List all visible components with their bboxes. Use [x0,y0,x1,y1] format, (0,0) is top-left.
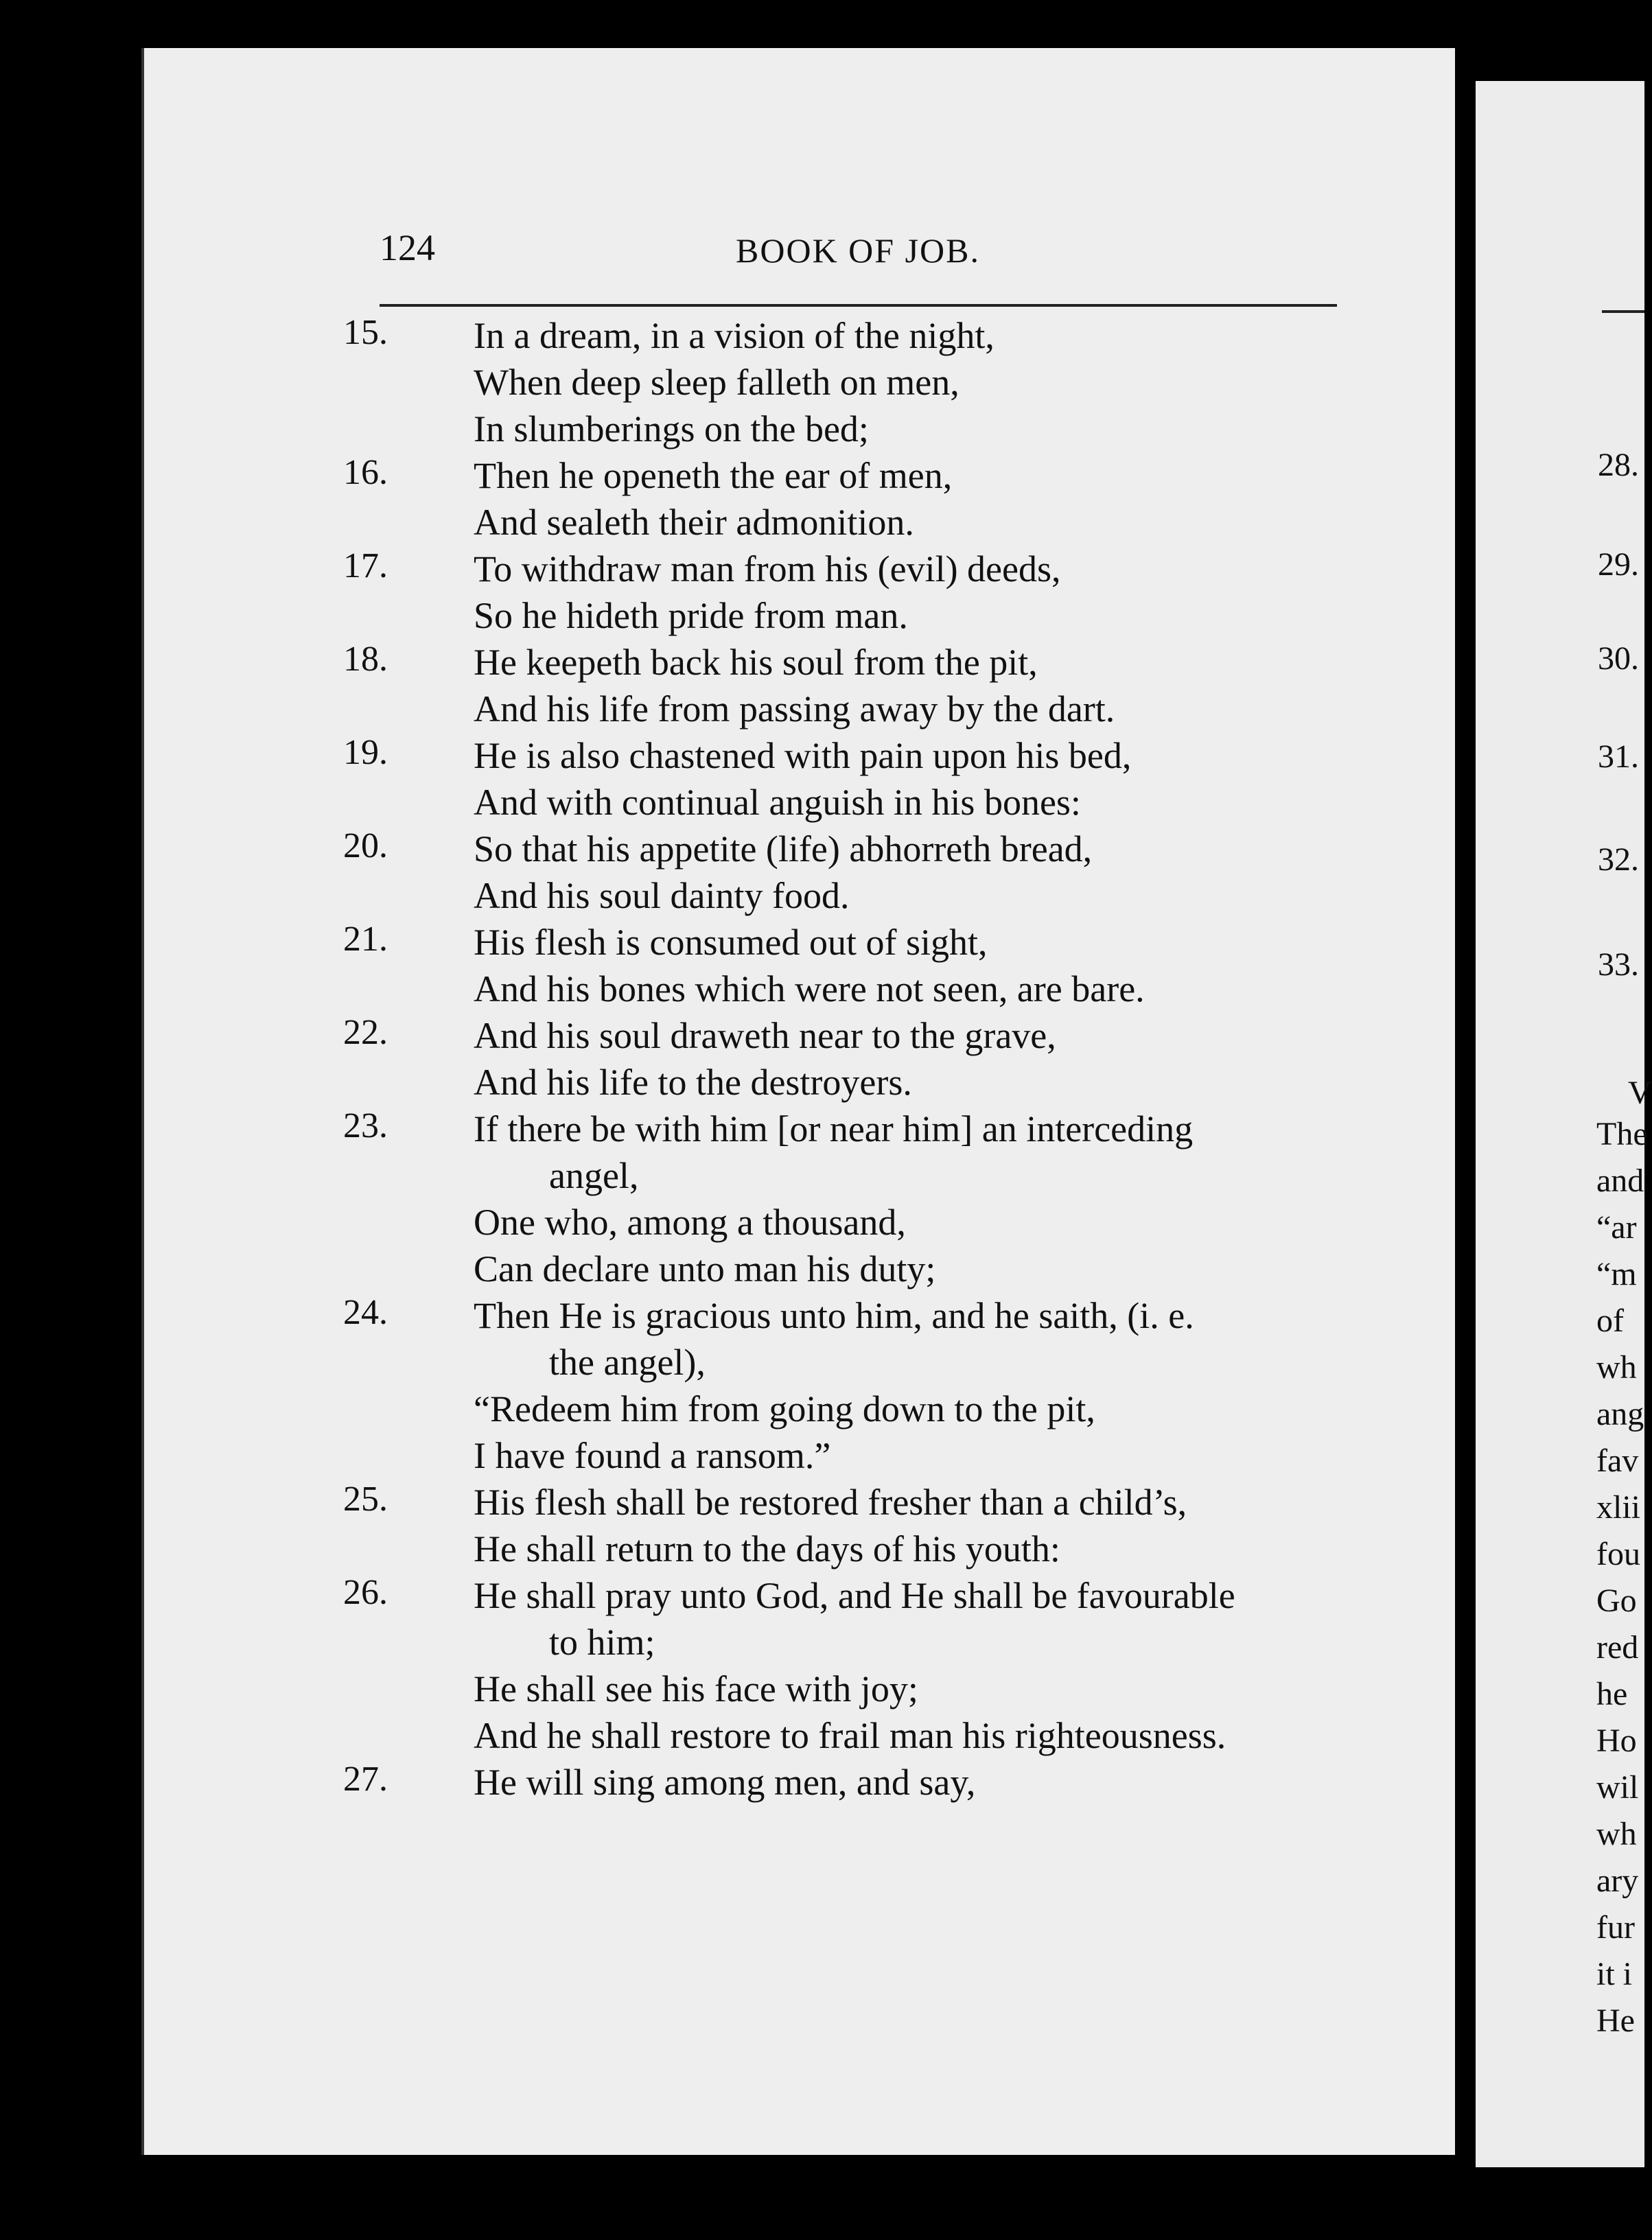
facing-text-fragment: fou [1596,1536,1640,1572]
verse-line: To withdraw man from his (evil) deeds, [474,548,1061,590]
verse [343,1106,1345,1292]
facing-text-fragment: it i [1596,1956,1633,1992]
verse-number: 25. [343,1480,388,1519]
verse-line: the angel), [549,1342,706,1383]
verse [343,639,1345,732]
verse-line: His flesh shall be restored fresher than a child’s, [474,1482,1187,1523]
verse-number: 22. [343,1013,388,1052]
facing-text-fragment: Ho [1596,1723,1637,1759]
verse-line: Then He is gracious unto him, and he saith, (i. e. [474,1295,1194,1336]
facing-text-fragment: ary [1596,1863,1639,1899]
verse-line: When deep sleep falleth on men, [474,362,959,403]
verse [343,452,1345,546]
facing-text-fragment: V [1628,1075,1652,1111]
facing-text-fragment: fur [1596,1909,1635,1946]
verse-line: His flesh is consumed out of sight, [474,922,988,963]
facing-text-fragment: ang [1596,1396,1644,1432]
verse-list [343,312,1345,1806]
facing-verse-number: 29. [1598,546,1639,583]
verse-number: 23. [343,1106,388,1145]
facing-text-fragment: He [1596,2003,1635,2039]
verse [343,826,1345,919]
facing-verse-number: 30. [1598,640,1639,677]
verse-line: And his soul dainty food. [474,875,850,916]
verse [343,919,1345,1012]
verse-line: And his soul draweth near to the grave, [474,1015,1056,1056]
facing-text-fragment: fav [1596,1443,1639,1479]
facing-text-fragment: wh [1596,1816,1637,1852]
verse-line: He is also chastened with pain upon his bed, [474,735,1132,776]
verse-line: And his life to the destroyers. [474,1062,912,1103]
running-title: BOOK OF JOB. [736,231,981,270]
verse-line: So he hideth pride from man. [474,595,908,636]
facing-verse-number: 32. [1598,841,1639,878]
facing-text-fragment: of [1596,1303,1624,1339]
verse [343,1479,1345,1572]
verse-line: He shall pray unto God, and He shall be favourable [474,1575,1235,1616]
verse-number: 18. [343,640,388,679]
verse-line: If there be with him [or near him] an interceding [474,1108,1194,1150]
facing-text-fragment: he [1596,1676,1628,1712]
facing-verse-number: 28. [1598,447,1639,483]
facing-text-fragment: “m [1596,1256,1637,1292]
verse [343,312,1345,452]
verse-number: 21. [343,920,388,959]
verse-line: Can declare unto man his duty; [474,1248,936,1290]
header-rule [380,304,1337,307]
verse-line: And his bones which were not seen, are bare. [474,968,1145,1010]
verse-number: 24. [343,1293,388,1332]
verse [343,1572,1345,1759]
verse-line: He shall see his face with joy; [474,1668,918,1710]
facing-text-fragment: xlii [1596,1489,1641,1526]
verse-line: In a dream, in a vision of the night, [474,315,994,356]
verse-line: He shall return to the days of his youth: [474,1528,1060,1570]
verse-line: He will sing among men, and say, [474,1762,976,1803]
verse [343,1759,1345,1806]
facing-verse-number: 33. [1598,946,1639,983]
verse [343,1292,1345,1479]
facing-text-fragment: wh [1596,1349,1637,1386]
verse [343,732,1345,826]
verse-number: 17. [343,546,388,585]
verse-line: And he shall restore to frail man his righteousness. [474,1715,1226,1756]
facing-text-fragment: and [1596,1163,1644,1199]
verse-number: 20. [343,826,388,865]
facing-text-fragment: Go [1596,1583,1637,1619]
verse-line: He keepeth back his soul from the pit, [474,642,1038,683]
facing-verse-number: 31. [1598,738,1639,775]
verse-line: So that his appetite (life) abhorreth bread, [474,828,1093,870]
verse-line: angel, [549,1155,639,1196]
facing-text-fragment: The [1596,1116,1648,1152]
verse-line: And his life from passing away by the dart. [474,688,1115,730]
facing-text-fragment: wil [1596,1769,1639,1806]
verse-line: And sealeth their admonition. [474,502,914,543]
verse-line: And with continual anguish in his bones: [474,782,1081,823]
verse-number: 16. [343,453,388,492]
verse-number: 15. [343,313,388,352]
verse-line: One who, among a thousand, [474,1202,906,1243]
verse-line: “Redeem him from going down to the pit, [474,1388,1095,1430]
facing-text-fragment: red [1596,1629,1639,1666]
facing-text-fragment: “ar [1596,1209,1637,1246]
verse-number: 19. [343,733,388,772]
verse-line: Then he openeth the ear of men, [474,455,953,496]
verse-line: to him; [549,1622,655,1663]
facing-page-rule [1602,310,1644,313]
verse [343,546,1345,639]
verse-line: I have found a ransom.” [474,1435,831,1476]
verse-line: In slumberings on the bed; [474,408,869,450]
page-number: 124 [380,227,435,268]
verse [343,1012,1345,1106]
verse-number: 27. [343,1760,388,1799]
verse-number: 26. [343,1573,388,1612]
